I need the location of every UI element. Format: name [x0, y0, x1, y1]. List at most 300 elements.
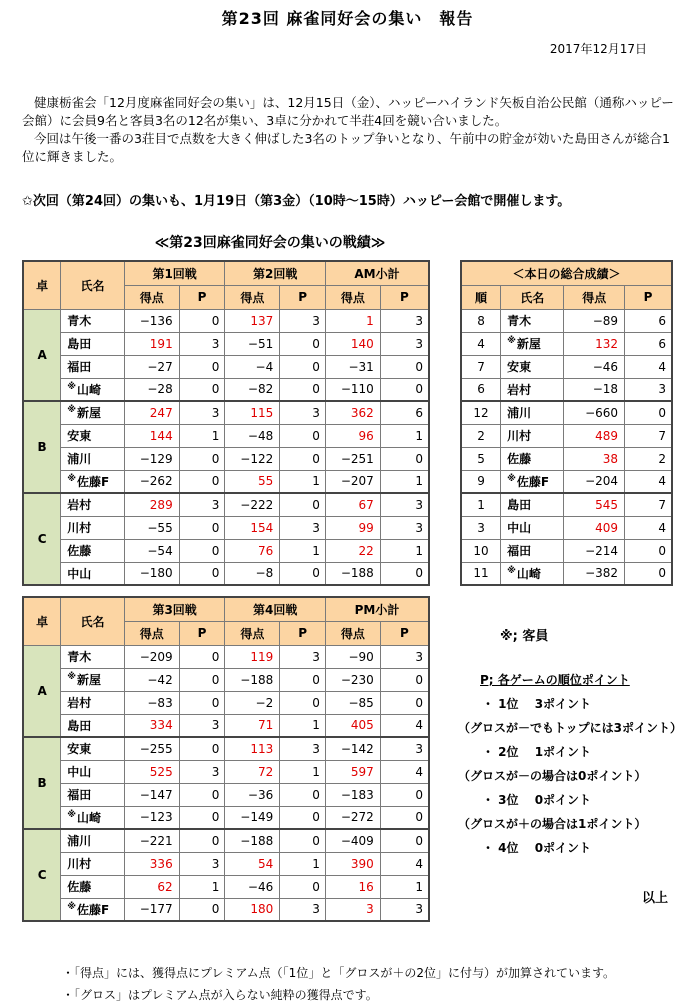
guest-note: ※; 客員	[500, 629, 549, 644]
score-cell: −42	[124, 668, 179, 691]
overall-results-table	[460, 260, 673, 586]
score-cell: 247	[124, 401, 179, 424]
points-cell: 0	[179, 737, 225, 760]
header-am-subtotal: AM小計	[325, 261, 429, 285]
score-cell: 336	[124, 852, 179, 875]
player-name: 新屋	[516, 337, 541, 351]
points-cell: 3	[280, 645, 326, 668]
points-cell: 3	[380, 645, 429, 668]
points-cell: 4	[625, 516, 672, 539]
score-cell: 38	[564, 447, 625, 470]
points-cell: 0	[179, 309, 225, 332]
score-cell: 72	[225, 760, 280, 783]
score-cell: 119	[225, 645, 280, 668]
points-cell: 1	[280, 470, 326, 493]
player-name: 岩村	[507, 382, 532, 397]
points-cell: 0	[280, 875, 326, 898]
points-cell: 0	[380, 447, 429, 470]
header-points: P	[280, 621, 326, 645]
header-points: P	[380, 621, 429, 645]
points-cell: 0	[179, 645, 225, 668]
overall-row	[461, 424, 672, 447]
points-cell: 0	[625, 539, 672, 562]
player-name: 安東	[67, 429, 92, 443]
player-name-cell	[61, 378, 125, 401]
score-cell: −251	[325, 447, 380, 470]
score-cell: −382	[564, 562, 625, 585]
table-row	[23, 378, 429, 401]
table-row	[23, 355, 429, 378]
score-cell: −4	[225, 355, 280, 378]
legend-title: P; 各ゲームの順位ポイント	[480, 673, 630, 687]
player-name-cell	[61, 401, 125, 424]
score-cell: 55	[225, 470, 280, 493]
player-name: 福田	[67, 360, 92, 374]
points-cell: 3	[280, 737, 326, 760]
score-cell: −262	[124, 470, 179, 493]
am-table-body	[23, 309, 429, 585]
points-cell: 3	[625, 378, 672, 401]
player-name-cell	[61, 806, 125, 829]
results-title: ≪第23回麻雀同好会の集いの戦績≫	[154, 235, 386, 251]
points-cell: 1	[280, 760, 326, 783]
points-cell: 3	[380, 737, 429, 760]
score-cell: 405	[325, 714, 380, 737]
player-name: 新屋	[77, 406, 102, 421]
player-name: 安東	[67, 742, 92, 757]
report-date: 2017年12月17日	[549, 42, 647, 56]
table-row	[23, 424, 429, 447]
score-cell: −207	[325, 470, 380, 493]
header-score: 得点	[124, 285, 179, 309]
header-taku: 卓	[23, 597, 61, 645]
points-cell: 0	[179, 378, 225, 401]
points-cell: 6	[380, 401, 429, 424]
overall-row	[461, 539, 672, 562]
player-name: 佐藤	[67, 544, 92, 558]
player-name: 浦川	[507, 406, 532, 421]
guest-mark: ※	[67, 405, 77, 416]
intro-paragraph-1: 健康栃雀会「12月度麻雀同好会の集い」は、12月15日（金）、ハッピーハイランド矢板自治公民館（通称ハッピー会館）に会員9名と客員3名の12名が集い、3卓に分かれて半荘4回を競い合いました。	[22, 95, 674, 128]
closing-mark: 以上	[642, 891, 669, 906]
points-cell: 0	[179, 539, 225, 562]
score-cell: −188	[225, 668, 280, 691]
points-cell: 1	[280, 852, 326, 875]
header-name: 氏名	[61, 597, 125, 645]
points-cell: 3	[179, 493, 225, 516]
score-cell: 99	[325, 516, 380, 539]
score-cell: 67	[325, 493, 380, 516]
points-cell: 0	[280, 783, 326, 806]
table-row	[23, 539, 429, 562]
points-cell: 0	[280, 332, 326, 355]
player-name: 川村	[67, 857, 92, 871]
points-cell: 3	[280, 401, 326, 424]
page-title: 第23回 麻雀同好会の集い 報告	[221, 9, 474, 28]
table-row	[23, 760, 429, 783]
player-name: 佐藤F	[77, 902, 110, 917]
legend-line: ・ 3位 0ポイント	[482, 793, 592, 807]
score-cell: −136	[124, 309, 179, 332]
rank-cell: 7	[461, 355, 501, 378]
player-name-cell	[501, 378, 564, 401]
overall-row	[461, 355, 672, 378]
score-cell: −54	[124, 539, 179, 562]
score-cell: −2	[225, 691, 280, 714]
points-cell: 1	[380, 424, 429, 447]
score-cell: −222	[225, 493, 280, 516]
points-cell: 0	[380, 355, 429, 378]
header-game-1: 第1回戦	[124, 261, 225, 285]
player-name-cell	[61, 539, 125, 562]
points-cell: 0	[179, 516, 225, 539]
overall-row	[461, 309, 672, 332]
score-cell: −180	[124, 562, 179, 585]
rank-cell: 8	[461, 309, 501, 332]
player-name-cell	[501, 309, 564, 332]
points-cell: 4	[625, 355, 672, 378]
player-name-cell	[61, 852, 125, 875]
player-name-cell	[61, 424, 125, 447]
score-cell: 334	[124, 714, 179, 737]
points-cell: 0	[179, 562, 225, 585]
points-cell: 0	[280, 668, 326, 691]
table-row	[23, 668, 429, 691]
points-cell: 0	[380, 668, 429, 691]
player-name-cell	[61, 447, 125, 470]
score-cell: 76	[225, 539, 280, 562]
score-cell: −46	[225, 875, 280, 898]
score-cell: −188	[325, 562, 380, 585]
player-name: 島田	[67, 718, 92, 733]
player-name: 中山	[67, 765, 92, 779]
player-name: 福田	[507, 544, 532, 558]
header-game-3: 第3回戦	[124, 597, 225, 621]
overall-table-body	[461, 309, 672, 585]
player-name-cell	[501, 332, 564, 355]
score-cell: −204	[564, 470, 625, 493]
player-name: 島田	[67, 337, 92, 351]
points-cell: 0	[280, 829, 326, 852]
guest-mark: ※	[67, 381, 77, 392]
score-cell: 289	[124, 493, 179, 516]
table-row	[23, 470, 429, 493]
player-name: 川村	[507, 429, 532, 443]
player-name: 川村	[67, 521, 92, 535]
overall-row	[461, 378, 672, 401]
header-pm-subtotal: PM小計	[325, 597, 429, 621]
player-name: 新屋	[77, 673, 102, 687]
points-cell: 3	[380, 493, 429, 516]
score-cell: 154	[225, 516, 280, 539]
score-cell: 390	[325, 852, 380, 875]
player-name: 中山	[507, 521, 532, 535]
table-row	[23, 714, 429, 737]
score-cell: −8	[225, 562, 280, 585]
player-name-cell	[61, 760, 125, 783]
points-cell: 3	[179, 332, 225, 355]
score-cell: 71	[225, 714, 280, 737]
header-points: P	[380, 285, 429, 309]
points-cell: 1	[179, 424, 225, 447]
score-cell: −221	[124, 829, 179, 852]
player-name: 岩村	[67, 696, 92, 710]
points-cell: 3	[280, 516, 326, 539]
points-cell: 0	[380, 783, 429, 806]
am-results-table	[22, 260, 430, 586]
player-name-cell	[501, 447, 564, 470]
player-name-cell	[61, 332, 125, 355]
overall-row	[461, 470, 672, 493]
score-cell: 132	[564, 332, 625, 355]
score-cell: −36	[225, 783, 280, 806]
score-cell: −90	[325, 645, 380, 668]
player-name: 佐藤	[67, 880, 92, 894]
score-cell: 362	[325, 401, 380, 424]
points-cell: 3	[280, 898, 326, 921]
table-row	[23, 562, 429, 585]
player-name-cell	[61, 691, 125, 714]
player-name-cell	[61, 493, 125, 516]
overall-row	[461, 562, 672, 585]
header-score: 得点	[225, 285, 280, 309]
pm-table-body	[23, 645, 429, 921]
table-row	[23, 309, 429, 332]
score-cell: 409	[564, 516, 625, 539]
intro-paragraph-2: 今回は午後一番の3荘目で点数を大きく伸ばした3名のトップ争いとなり、午前中の貯金が効いた島田さんが総合1位に輝きました。	[22, 131, 670, 164]
score-cell: −46	[564, 355, 625, 378]
guest-mark: ※	[67, 901, 77, 912]
points-cell: 1	[280, 539, 326, 562]
player-name-cell	[61, 737, 125, 760]
player-name-cell	[61, 783, 125, 806]
header-points: P	[280, 285, 326, 309]
score-cell: −147	[124, 783, 179, 806]
player-name-cell	[61, 875, 125, 898]
points-cell: 3	[179, 714, 225, 737]
points-cell: 2	[625, 447, 672, 470]
score-cell: −89	[564, 309, 625, 332]
score-cell: −51	[225, 332, 280, 355]
score-cell: −122	[225, 447, 280, 470]
score-cell: 597	[325, 760, 380, 783]
table-row	[23, 516, 429, 539]
points-cell: 0	[380, 691, 429, 714]
player-name-cell	[501, 493, 564, 516]
points-cell: 4	[625, 470, 672, 493]
legend-lines	[458, 692, 682, 860]
player-name-cell	[61, 645, 125, 668]
points-cell: 3	[179, 760, 225, 783]
score-cell: −18	[564, 378, 625, 401]
next-meeting-notice: ✩次回（第24回）の集いも、1月19日（第3金）（10時～15時）ハッピー会館で開催します。	[22, 194, 571, 209]
points-cell: 0	[280, 378, 326, 401]
points-legend	[458, 668, 682, 860]
score-cell: −31	[325, 355, 380, 378]
table-row	[23, 829, 429, 852]
points-cell: 3	[380, 332, 429, 355]
score-cell: 191	[124, 332, 179, 355]
table-row	[23, 447, 429, 470]
player-name: 青木	[67, 314, 92, 328]
player-name-cell	[501, 562, 564, 585]
player-name-cell	[61, 714, 125, 737]
intro-text	[22, 94, 682, 166]
rank-cell: 6	[461, 378, 501, 401]
table-row	[23, 691, 429, 714]
player-name: 山崎	[77, 382, 102, 397]
overall-row	[461, 401, 672, 424]
player-name-cell	[501, 516, 564, 539]
header-game-4: 第4回戦	[225, 597, 326, 621]
player-name: 青木	[507, 314, 532, 328]
player-name: 佐藤	[507, 452, 532, 466]
score-cell: −28	[124, 378, 179, 401]
score-cell: 525	[124, 760, 179, 783]
player-name: 岩村	[67, 498, 92, 513]
table-row	[23, 493, 429, 516]
overall-row	[461, 493, 672, 516]
points-cell: 0	[625, 401, 672, 424]
score-cell: 545	[564, 493, 625, 516]
header-rank: 順	[461, 285, 501, 309]
legend-line: （グロスが－でもトップには3ポイント）	[458, 721, 682, 735]
points-cell: 3	[380, 309, 429, 332]
pm-results-table	[22, 596, 430, 922]
header-name: 氏名	[61, 261, 125, 309]
player-name-cell	[61, 309, 125, 332]
score-cell: −183	[325, 783, 380, 806]
player-name: 島田	[507, 498, 532, 513]
table-row	[23, 401, 429, 424]
score-cell: 115	[225, 401, 280, 424]
guest-mark: ※	[67, 473, 77, 484]
score-cell: 137	[225, 309, 280, 332]
header-score: 得点	[325, 285, 380, 309]
points-cell: 1	[380, 875, 429, 898]
score-cell: −188	[225, 829, 280, 852]
table-row	[23, 783, 429, 806]
score-cell: 54	[225, 852, 280, 875]
score-cell: −177	[124, 898, 179, 921]
header-points: P	[625, 285, 672, 309]
score-cell: −27	[124, 355, 179, 378]
rank-cell: 5	[461, 447, 501, 470]
score-cell: −55	[124, 516, 179, 539]
points-cell: 4	[380, 760, 429, 783]
guest-mark: ※	[67, 672, 77, 682]
table-row	[23, 332, 429, 355]
score-cell: −149	[225, 806, 280, 829]
score-cell: 1	[325, 309, 380, 332]
score-cell: −48	[225, 424, 280, 447]
legend-line: ・ 2位 1ポイント	[482, 745, 592, 759]
rank-cell: 10	[461, 539, 501, 562]
rank-cell: 3	[461, 516, 501, 539]
points-cell: 7	[625, 493, 672, 516]
score-cell: 113	[225, 737, 280, 760]
header-score: 得点	[564, 285, 625, 309]
points-cell: 3	[380, 898, 429, 921]
points-cell: 0	[280, 355, 326, 378]
player-name: 安東	[507, 360, 532, 374]
score-cell: −409	[325, 829, 380, 852]
score-cell: 16	[325, 875, 380, 898]
player-name: 中山	[67, 566, 92, 581]
points-cell: 0	[179, 470, 225, 493]
table-group-label: B	[23, 737, 61, 829]
points-cell: 0	[179, 447, 225, 470]
points-cell: 1	[380, 470, 429, 493]
table-group-label: B	[23, 401, 61, 493]
footnotes	[62, 962, 615, 1006]
table-row	[23, 645, 429, 668]
overall-row	[461, 447, 672, 470]
points-cell: 4	[380, 852, 429, 875]
rank-cell: 9	[461, 470, 501, 493]
points-cell: 0	[280, 691, 326, 714]
header-points: P	[179, 621, 225, 645]
score-cell: −272	[325, 806, 380, 829]
points-cell: 0	[179, 691, 225, 714]
player-name: 福田	[67, 788, 92, 802]
score-cell: 62	[124, 875, 179, 898]
points-cell: 3	[179, 852, 225, 875]
header-score: 得点	[225, 621, 280, 645]
table-group-label: A	[23, 309, 61, 401]
score-cell: −142	[325, 737, 380, 760]
player-name-cell	[61, 898, 125, 921]
legend-line: （グロスが＋の場合は1ポイント）	[458, 817, 647, 831]
points-cell: 0	[179, 806, 225, 829]
score-cell: −82	[225, 378, 280, 401]
table-row	[23, 898, 429, 921]
player-name: 浦川	[67, 452, 92, 466]
points-cell: 0	[179, 668, 225, 691]
score-cell: −214	[564, 539, 625, 562]
player-name-cell	[61, 470, 125, 493]
points-cell: 0	[179, 355, 225, 378]
player-name-cell	[501, 539, 564, 562]
points-cell: 0	[179, 898, 225, 921]
points-cell: 0	[380, 378, 429, 401]
score-cell: 22	[325, 539, 380, 562]
legend-line: （グロスが－の場合は0ポイント）	[458, 769, 647, 783]
score-cell: −123	[124, 806, 179, 829]
player-name-cell	[61, 829, 125, 852]
points-cell: 1	[280, 714, 326, 737]
guest-mark: ※	[67, 809, 77, 820]
points-cell: 0	[179, 829, 225, 852]
player-name-cell	[501, 424, 564, 447]
points-cell: 4	[380, 714, 429, 737]
points-cell: 0	[280, 806, 326, 829]
player-name-cell	[61, 668, 125, 691]
points-cell: 0	[280, 424, 326, 447]
points-cell: 3	[179, 401, 225, 424]
table-group-label: C	[23, 493, 61, 585]
points-cell: 0	[380, 829, 429, 852]
header-points: P	[179, 285, 225, 309]
header-score: 得点	[325, 621, 380, 645]
player-name-cell	[61, 562, 125, 585]
header-game-2: 第2回戦	[225, 261, 326, 285]
score-cell: 489	[564, 424, 625, 447]
score-cell: 140	[325, 332, 380, 355]
player-name: 山崎	[77, 810, 102, 825]
rank-cell: 1	[461, 493, 501, 516]
table-row	[23, 852, 429, 875]
